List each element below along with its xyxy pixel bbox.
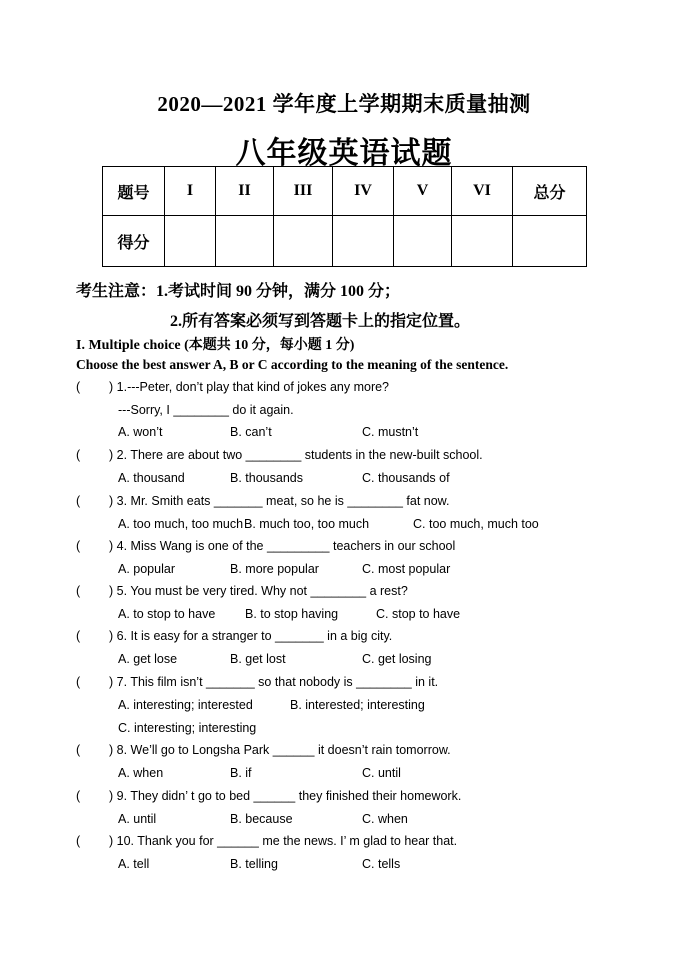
score-cell[interactable] [216,216,274,267]
header-cell: 总分 [513,167,587,216]
option-a: A. until [118,812,157,826]
option-b: B. much too, too much [244,517,370,531]
option-a: A. thousand [118,471,185,485]
question-stem: 8. We’ll go to Longsha Park ______ it doesn’t rain tomorrow. [113,743,451,757]
option-a: A. won’t [118,425,163,439]
score-cell[interactable] [333,216,394,267]
question-stem: 3. Mr. Smith eats _______ meat, so he is ________ fat now. [113,494,450,508]
option-b: B. if [230,766,252,780]
question-8 [76,743,451,757]
question-2 [76,448,483,462]
notice-line-2: 2.所有答案必须写到答题卡上的指定位置。 [170,313,471,330]
option-c: C. tells [362,857,401,871]
question-stem: 5. You must be very tired. Why not ________ a rest? [113,584,408,598]
score-cell[interactable] [274,216,333,267]
option-c: C. mustn’t [362,425,419,439]
answer-blank[interactable]: ( [76,629,81,643]
header-cell: I [165,167,216,216]
option-c: C. interesting; interesting [118,721,257,735]
answer-blank-close: ) [109,743,114,757]
exam-grade-title: 八年级英语试题 [235,137,453,170]
score-cell[interactable] [394,216,452,267]
option-c: C. stop to have [376,607,461,621]
option-c: C. thousands of [362,471,450,485]
header-cell: IV [333,167,394,216]
answer-blank-close: ) [109,675,114,689]
answer-blank[interactable]: ( [76,743,81,757]
question-1 [76,380,389,394]
option-c: C. until [362,766,401,780]
question-4 [76,539,455,553]
option-c: C. too much, much too [413,517,539,531]
answer-blank-close: ) [109,494,114,508]
score-cell[interactable] [165,216,216,267]
answer-blank-close: ) [109,380,114,394]
option-a: A. get lose [118,652,178,666]
question-10 [76,834,457,848]
answer-blank[interactable]: ( [76,675,81,689]
option-b: B. more popular [230,562,319,576]
answer-blank-close: ) [109,448,114,462]
score-cell[interactable] [513,216,587,267]
option-b: B. can’t [230,425,272,439]
option-b: B. get lost [230,652,286,666]
answer-blank-close: ) [109,629,114,643]
answer-blank[interactable]: ( [76,584,81,598]
option-b: B. to stop having [245,607,339,621]
answer-blank[interactable]: ( [76,834,81,848]
header-cell: II [216,167,274,216]
question-stem: 2. There are about two ________ students in the new-built school. [113,448,483,462]
option-b: B. interested; interesting [290,698,425,712]
option-c: C. get losing [362,652,432,666]
answer-blank[interactable]: ( [76,789,81,803]
section-instruction: Choose the best answer A, B or C according to the meaning of the sentence. [76,357,509,372]
section-title: I. Multiple choice (本题共 10 分，每小题 1 分) [76,338,355,353]
score-table-header-row [103,167,587,216]
option-c: C. when [362,812,408,826]
answer-blank-close: ) [109,539,114,553]
option-a: A. too much, too much [118,517,244,531]
header-cell: VI [452,167,513,216]
question-9 [76,789,461,803]
question-6 [76,629,392,643]
answer-blank[interactable]: ( [76,539,81,553]
question-7 [76,675,438,689]
answer-blank[interactable]: ( [76,380,81,394]
score-table-score-row [103,216,587,267]
question-stem: 7. This film isn’t _______ so that nobody is ________ in it. [113,675,439,689]
answer-blank[interactable]: ( [76,448,81,462]
header-cell: 题号 [103,167,165,216]
question-stem: 9. They didn’ t go to bed ______ they finished their homework. [113,789,462,803]
question-stem: 6. It is easy for a stranger to _______ in a big city. [113,629,393,643]
question-3 [76,494,450,508]
answer-blank-close: ) [109,584,114,598]
score-table [102,166,587,267]
option-a: A. when [118,766,164,780]
question-stem: 4. Miss Wang is one of the _________ teachers in our school [113,539,456,553]
option-a: A. tell [118,857,150,871]
option-c: C. most popular [362,562,451,576]
question-stem: 1.---Peter, don’t play that kind of jokes any more? [113,380,390,394]
answer-blank-close: ) [109,834,114,848]
score-cell[interactable] [452,216,513,267]
answer-blank[interactable]: ( [76,494,81,508]
option-a: A. interesting; interested [118,698,253,712]
option-a: A. popular [118,562,175,576]
header-cell: III [274,167,333,216]
question-stem-line-2: ---Sorry, I ________ do it again. [118,403,294,417]
question-stem: 10. Thank you for ______ me the news. I’ m glad to hear that. [113,834,458,848]
option-a: A. to stop to have [118,607,216,621]
question-5 [76,584,408,598]
option-b: B. telling [230,857,278,871]
notice-line-1: 考生注意：1.考试时间 90 分钟，满分 100 分； [76,283,401,300]
exam-year-title: 2020—2021 学年度上学期期末质量抽测 [157,92,531,116]
answer-blank-close: ) [109,789,114,803]
option-b: B. thousands [230,471,303,485]
option-b: B. because [230,812,293,826]
row-label-cell: 得分 [103,216,165,267]
header-cell: V [394,167,452,216]
